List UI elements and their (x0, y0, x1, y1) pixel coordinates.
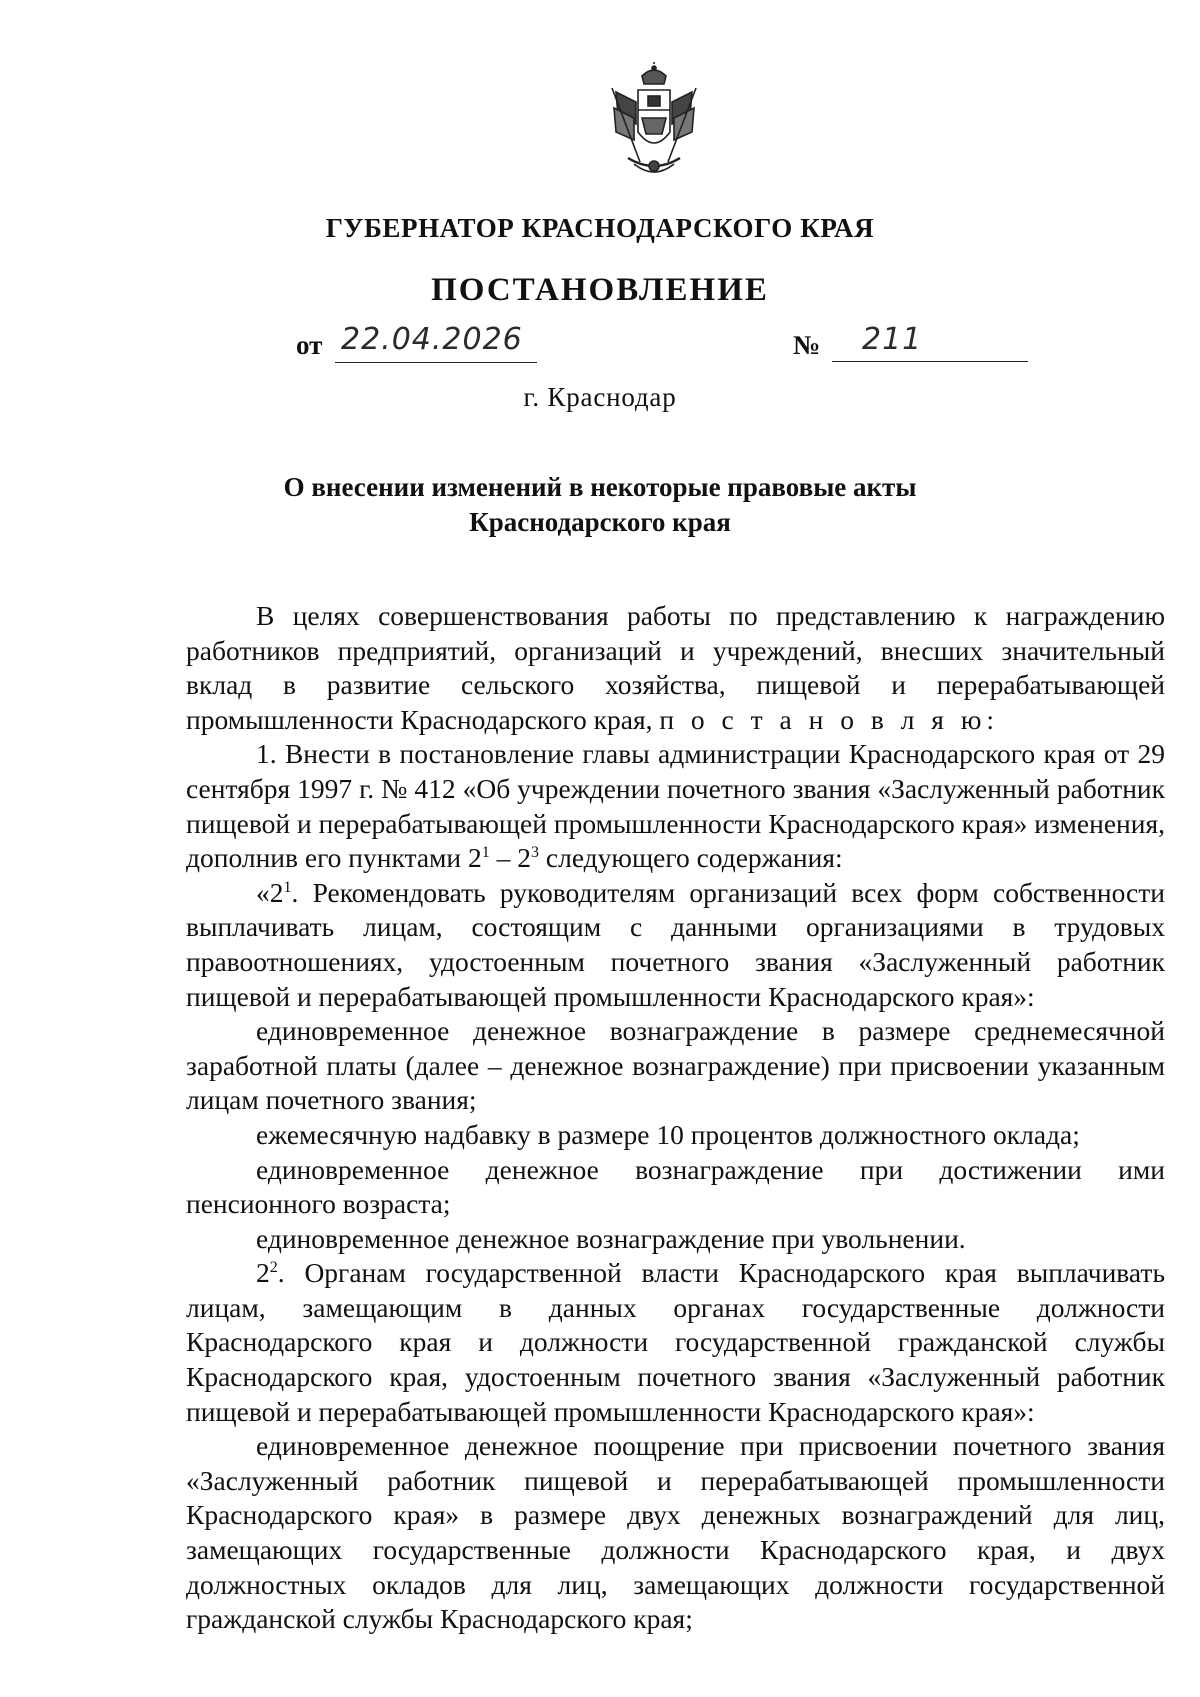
item-1-dash: – 2 (489, 842, 532, 874)
preamble-paragraph (186, 599, 1165, 737)
document-number: 211 (832, 322, 1028, 362)
paragraph-monthly-bonus: ежемесячную надбавку в размере 10 процентов должностного оклада; (256, 1118, 1080, 1150)
document-type: ПОСТАНОВЛЕНИЕ (431, 272, 769, 308)
paragraph-item-2-2 (186, 1256, 1165, 1429)
paragraph-item-2-1 (186, 876, 1165, 1014)
issuing-city: г. Краснодар (523, 382, 677, 412)
date-label: от (296, 330, 323, 360)
document-date: 22.04.2026 (335, 322, 537, 363)
document-body (186, 599, 1165, 1637)
issuing-authority: ГУБЕРНАТОР КРАСНОДАРСКОГО КРАЯ (325, 213, 875, 243)
document-subject (0, 470, 1200, 540)
krasnodar-krai-coat-of-arms-icon (606, 62, 702, 184)
item-1-sup-2: 3 (531, 844, 540, 861)
preamble-text: В целях совершенствования работы по представлению к награждению работников предприятий, организаций и учреждений, внесших значительный вклад в развитие сельского хозяйства, пищевой и перерабатывающей промышленности Краснодарского края, (186, 600, 1165, 735)
paragraph-pension-age: единовременное денежное вознаграждение при достижении ими пенсионного возраста; (186, 1153, 1165, 1220)
item-2-1-text: . Рекомендовать руководителям организаций всех форм собственности выплачивать лицам, состоящим с данными организациями в трудовых правоотношениях, удостоенным почетного звания «Заслуженный работник пищевой и перерабатывающей промышленности Краснодарского края»: (186, 876, 1165, 1012)
item-2-1-sup: 1 (283, 878, 292, 896)
item-2-2-sup: 2 (269, 1259, 278, 1277)
item-2-2-number: 2 (256, 1257, 270, 1289)
item-1-tail: следующего содержания: (539, 842, 843, 874)
subject-line-2: Краснодарского края (469, 507, 731, 537)
number-label: № (793, 330, 821, 360)
item-1-text: 1. Внести в постановление главы администрации Краснодарского края от 29 сентября 1997 г. № 412 «Об учреждении почетного звания «Заслуженный работник пищевой и перерабатывающей промышленности Краснодарского края» изменения, дополнив его пунктами 2 (186, 738, 1165, 874)
item-1-sup-1: 1 (481, 844, 490, 861)
item-2-2-text: . Органам государственной власти Краснодарского края выплачивать лицам, замещающим в данных органах государственные должности Краснодарского края и должности государственной гражданской службы Краснодарского края, удостоенным почетного звания «Заслуженный работник пищевой и перерабатывающей промышленности Краснодарского края»: (186, 1257, 1165, 1427)
paragraph-lump-sum: единовременное денежное вознаграждение в размере среднемесячной заработной платы (далее – денежное вознаграждение) при присвоении указанным лицам почетного звания; (186, 1015, 1165, 1116)
decree-word: п о с т а н о в л я ю: (659, 703, 999, 735)
paragraph-incentive: единовременное денежное поощрение при присвоении почетного звания «Заслуженный работник пищевой и перерабатывающей промышленности Краснодарского края» в размере двух денежных вознаграждений для лиц, замещающих государственные должности Краснодарского края, и двух должностных окладов для лиц, замещающих должности государственной гражданской службы Краснодарского края; (186, 1430, 1165, 1635)
subject-line-1: О внесении изменений в некоторые правовые акты (283, 472, 917, 502)
paragraph-item-1 (186, 737, 1165, 875)
item-2-1-number: «2 (256, 876, 284, 908)
paragraph-dismissal: единовременное денежное вознаграждение при увольнении. (256, 1222, 966, 1254)
